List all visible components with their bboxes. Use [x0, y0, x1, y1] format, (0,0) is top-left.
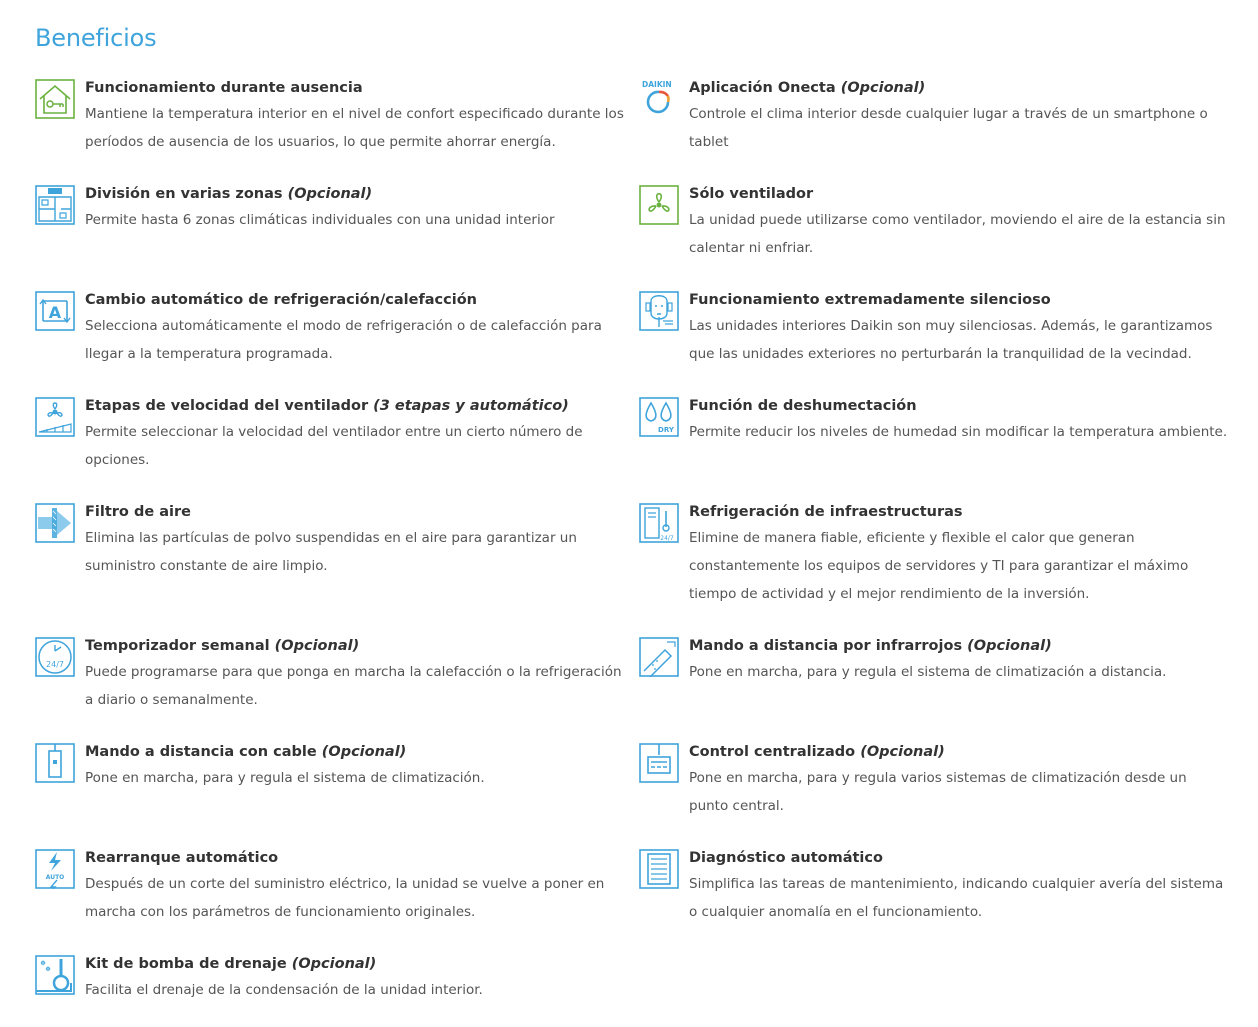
- server-cooling-icon: [639, 503, 679, 543]
- benefit-title: Control centralizado: [689, 744, 856, 760]
- dry-function-icon: [639, 397, 679, 437]
- benefit-description: Facilita el drenaje de la condensación de la unidad interior.: [85, 982, 483, 998]
- benefit-description: Las unidades interiores Daikin son muy silenciosas. Además, le garantizamos que las unidades exteriores no perturbarán la tranquilidad de la vecindad.: [689, 318, 1213, 362]
- svg-text:AUTO: AUTO: [45, 874, 65, 881]
- wired-remote-icon: [35, 743, 75, 783]
- benefit-title: Mando a distancia por infrarrojos: [689, 638, 963, 654]
- benefit-description: La unidad puede utilizarse como ventilador, moviendo el aire de la estancia sin calentar ni enfriar.: [689, 212, 1226, 256]
- fan-speed-icon: [35, 397, 75, 437]
- fan-only-icon: [639, 185, 679, 225]
- svg-text:DAIKIN: DAIKIN: [642, 80, 672, 89]
- benefit-description: Elimina las partículas de polvo suspendidas en el aire para garantizar un suministro constante de aire limpio.: [85, 530, 577, 574]
- air-filter-icon: [35, 503, 75, 543]
- benefit-title: Funcionamiento durante ausencia: [85, 80, 363, 96]
- benefit-description: Pone en marcha, para y regula el sistema de climatización a distancia.: [689, 664, 1167, 680]
- self-diagnosis-icon: [639, 849, 679, 889]
- optional-label: (Opcional): [967, 638, 1052, 654]
- benefit-title: Kit de bomba de drenaje: [85, 956, 287, 972]
- svg-text:24/7: 24/7: [660, 535, 674, 542]
- optional-label: (Opcional): [321, 744, 407, 760]
- benefit-title: Temporizador semanal: [85, 638, 270, 654]
- infrared-remote-icon: [639, 637, 679, 677]
- optional-label: (Opcional): [291, 956, 377, 972]
- multi-zone-icon: [35, 185, 75, 225]
- benefit-description: Selecciona automáticamente el modo de refrigeración o de calefacción para llegar a la temperatura programada.: [85, 318, 602, 362]
- benefit-title: Aplicación Onecta: [689, 80, 836, 96]
- benefit-title: División en varias zonas: [85, 186, 283, 202]
- svg-text:A: A: [48, 303, 62, 322]
- benefit-title: Etapas de velocidad del ventilador: [85, 398, 369, 414]
- optional-label: (Opcional): [287, 186, 373, 202]
- benefit-description: Controle el clima interior desde cualquier lugar a través de un smartphone o tablet: [689, 106, 1208, 150]
- benefit-description: Simplifica las tareas de mantenimiento, indicando cualquier avería del sistema o cualquier anomalía en el funcionamiento.: [689, 876, 1224, 920]
- optional-label: (Opcional): [860, 744, 945, 760]
- benefit-description: Pone en marcha, para y regula varios sistemas de climatización desde un punto central.: [689, 770, 1187, 814]
- svg-text:24/7: 24/7: [46, 660, 64, 669]
- weekly-timer-icon: [35, 637, 75, 677]
- benefit-title: Mando a distancia con cable: [85, 744, 317, 760]
- benefit-description: Pone en marcha, para y regula el sistema de climatización.: [85, 770, 485, 786]
- optional-label: (Opcional): [840, 80, 926, 96]
- benefit-title: Filtro de aire: [85, 504, 191, 520]
- benefit-description: Mantiene la temperatura interior en el nivel de confort especificado durante los períodos de ausencia de los usuarios, lo que permite ahorrar energía.: [85, 106, 624, 150]
- benefit-description: Puede programarse para que ponga en marcha la calefacción o la refrigeración a diario o semanalmente.: [85, 664, 622, 708]
- page-title: Beneficios: [35, 24, 157, 52]
- auto-changeover-icon: [35, 291, 75, 331]
- auto-restart-icon: [35, 849, 75, 889]
- centralized-control-icon: [639, 743, 679, 783]
- svg-text:DRY: DRY: [658, 426, 674, 434]
- benefit-description: Permite seleccionar la velocidad del ventilador entre un cierto número de opciones.: [85, 424, 583, 468]
- benefit-title: Cambio automático de refrigeración/calefacción: [85, 292, 477, 308]
- benefit-title: Sólo ventilador: [689, 186, 814, 202]
- benefit-title: Funcionamiento extremadamente silencioso: [689, 292, 1051, 308]
- daikin-onecta-app-icon: [639, 79, 679, 119]
- benefit-description: Elimine de manera fiable, eficiente y flexible el calor que generan constantemente los equipos de servidores y TI para garantizar el máximo tiempo de actividad y el mejor rendimiento de la inversión.: [689, 530, 1189, 602]
- benefit-title: Rearranque automático: [85, 850, 279, 866]
- optional-label: (Opcional): [274, 638, 360, 654]
- benefit-description: Después de un corte del suministro eléctrico, la unidad se vuelve a poner en marcha con los parámetros de funcionamiento originales.: [85, 876, 605, 920]
- optional-label: (3 etapas y automático): [373, 398, 569, 414]
- absence-house-key-icon: [35, 79, 75, 119]
- silent-operation-icon: [639, 291, 679, 331]
- benefit-title: Diagnóstico automático: [689, 850, 883, 866]
- drain-pump-icon: [35, 955, 75, 995]
- benefit-title: Refrigeración de infraestructuras: [689, 504, 963, 520]
- benefit-title: Función de deshumectación: [689, 398, 917, 414]
- benefit-description: Permite reducir los niveles de humedad sin modificar la temperatura ambiente.: [689, 424, 1228, 440]
- benefit-description: Permite hasta 6 zonas climáticas individuales con una unidad interior: [85, 212, 555, 228]
